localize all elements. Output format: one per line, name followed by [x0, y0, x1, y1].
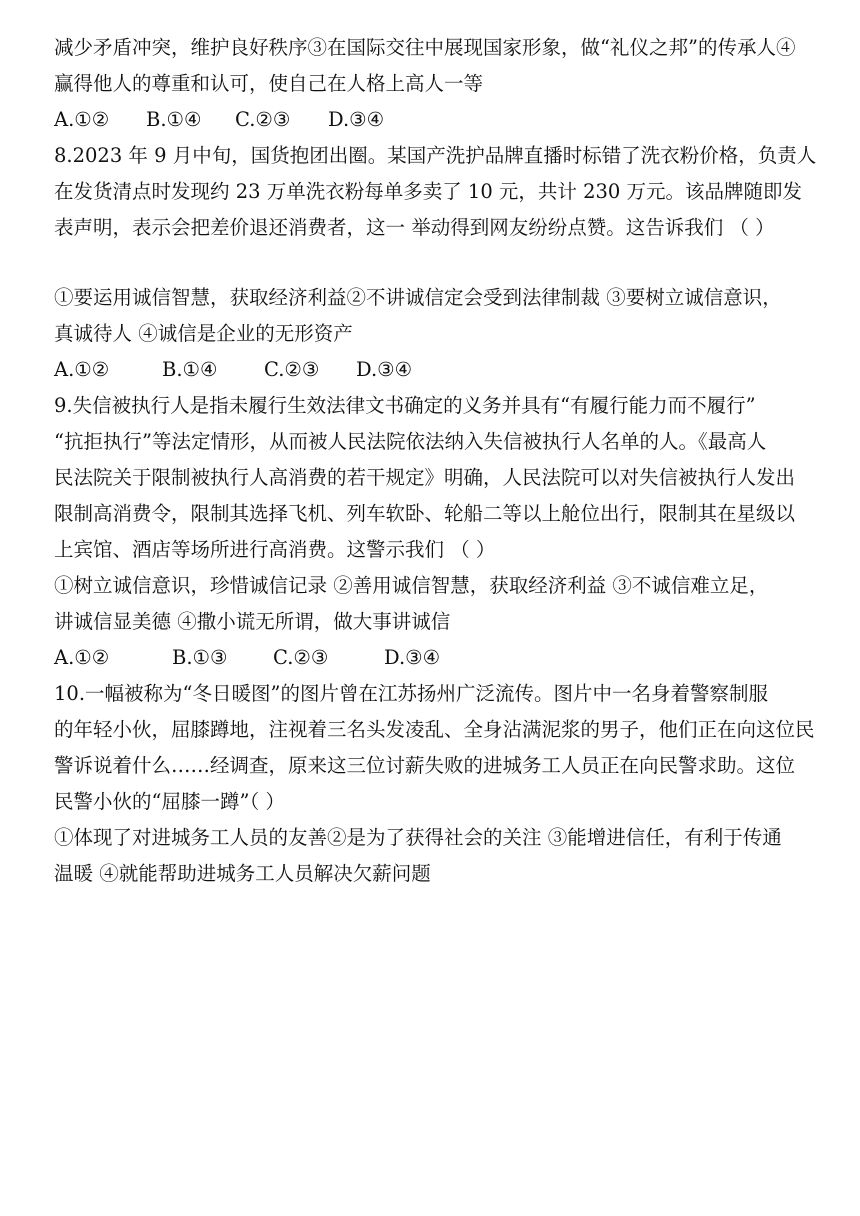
q7-option-a: A.①②	[54, 108, 110, 131]
q9-stem-line-4: 限制高消费令，限制其选择飞机、列车软卧、轮船二等以上舱位出行，限制其在星级以	[54, 502, 796, 525]
q10-stem-line-4: 民警小伙的“屈膝一蹲”（ ）	[54, 790, 285, 813]
question-10	[54, 676, 815, 892]
question-7-continued	[54, 30, 806, 138]
q7-option-d: D.③④	[328, 108, 385, 131]
q9-statement-line-2: 讲诚信显美德 ④撒小谎无所谓，做大事讲诚信	[54, 610, 451, 633]
q9-statement-line-1: ①树立诚信意识，珍惜诚信记录 ②善用诚信智慧，获取经济利益 ③不诚信难立足，	[54, 574, 769, 597]
q7-line-2: 赢得他人的尊重和认可，使自己在人格上高人一等	[54, 72, 484, 95]
q7-option-b: B.①④	[146, 108, 202, 131]
q9-option-a: A.①②	[54, 646, 110, 669]
q8-option-b: B.①④	[162, 358, 218, 381]
q9-stem-line-5: 上宾馆、酒店等场所进行高消费。这警示我们 （ ）	[54, 538, 496, 561]
q9-stem-line-1: 9.失信被执行人是指未履行生效法律文书确定的义务并具有“有履行能力而不履行”	[54, 394, 756, 417]
q7-options	[54, 102, 806, 138]
q7-option-c: C.②③	[235, 108, 291, 131]
q9-option-b: B.①③	[172, 646, 228, 669]
q8-stem-line-1: 8.2023 年 9 月中旬，国货抱团出圈。某国产洗护品牌直播时标错了洗衣粉价格，负责人	[54, 144, 817, 167]
q10-stem-line-3: 警诉说着什么……经调查，原来这三位讨薪失败的进城务工人员正在向民警求助。这位	[54, 754, 796, 777]
q8-stem-line-3: 表声明，表示会把差价退还消费者，这一 举动得到网友纷纷点赞。这告诉我们 （ ）	[54, 216, 775, 239]
q8-statement-line-2: 真诚待人 ④诚信是企业的无形资产	[54, 322, 353, 345]
q8-option-c: C.②③	[264, 358, 320, 381]
q9-option-c: C.②③	[273, 646, 329, 669]
question-8	[54, 138, 817, 388]
q9-stem-line-3: 民法院关于限制被执行人高消费的若干规定》明确，人民法院可以对失信被执行人发出	[54, 466, 796, 489]
q8-statement-line-1: ①要运用诚信智慧，获取经济利益②不讲诚信定会受到法律制裁 ③要树立诚信意识，	[54, 286, 782, 309]
q8-option-a: A.①②	[54, 358, 110, 381]
q8-options	[54, 352, 806, 388]
q10-statement-line-1: ①体现了对进城务工人员的友善②是为了获得社会的关注 ③能增进信任，有利于传通	[54, 826, 782, 849]
document-page	[54, 30, 817, 892]
q10-statement-line-2: 温暖 ④就能帮助进城务工人员解决欠薪问题	[54, 862, 431, 885]
q9-option-d: D.③④	[384, 646, 441, 669]
q7-line-1: 减少矛盾冲突，维护良好秩序③在国际交往中展现国家形象，做“礼仪之邦”的传承人④	[54, 36, 796, 59]
q10-stem-line-2: 的年轻小伙，屈膝蹲地，注视着三名头发凌乱、全身沾满泥浆的男子，他们正在向这位民	[54, 718, 815, 741]
q9-stem-line-2: “抗拒执行”等法定情形，从而被人民法院依法纳入失信被执行人名单的人。《最高人	[54, 430, 767, 453]
question-9	[54, 388, 806, 676]
q8-stem-line-2: 在发货清点时发现约 23 万单洗衣粉每单多卖了 10 元，共计 230 万元。该品牌随即发	[54, 180, 803, 203]
q9-options	[54, 640, 806, 676]
q8-option-d: D.③④	[356, 358, 413, 381]
q8-blank-gap	[54, 246, 806, 280]
q10-stem-line-1: 10.一幅被称为“冬日暖图”的图片曾在江苏扬州广泛流传。图片中一名身着警察制服	[54, 682, 768, 705]
